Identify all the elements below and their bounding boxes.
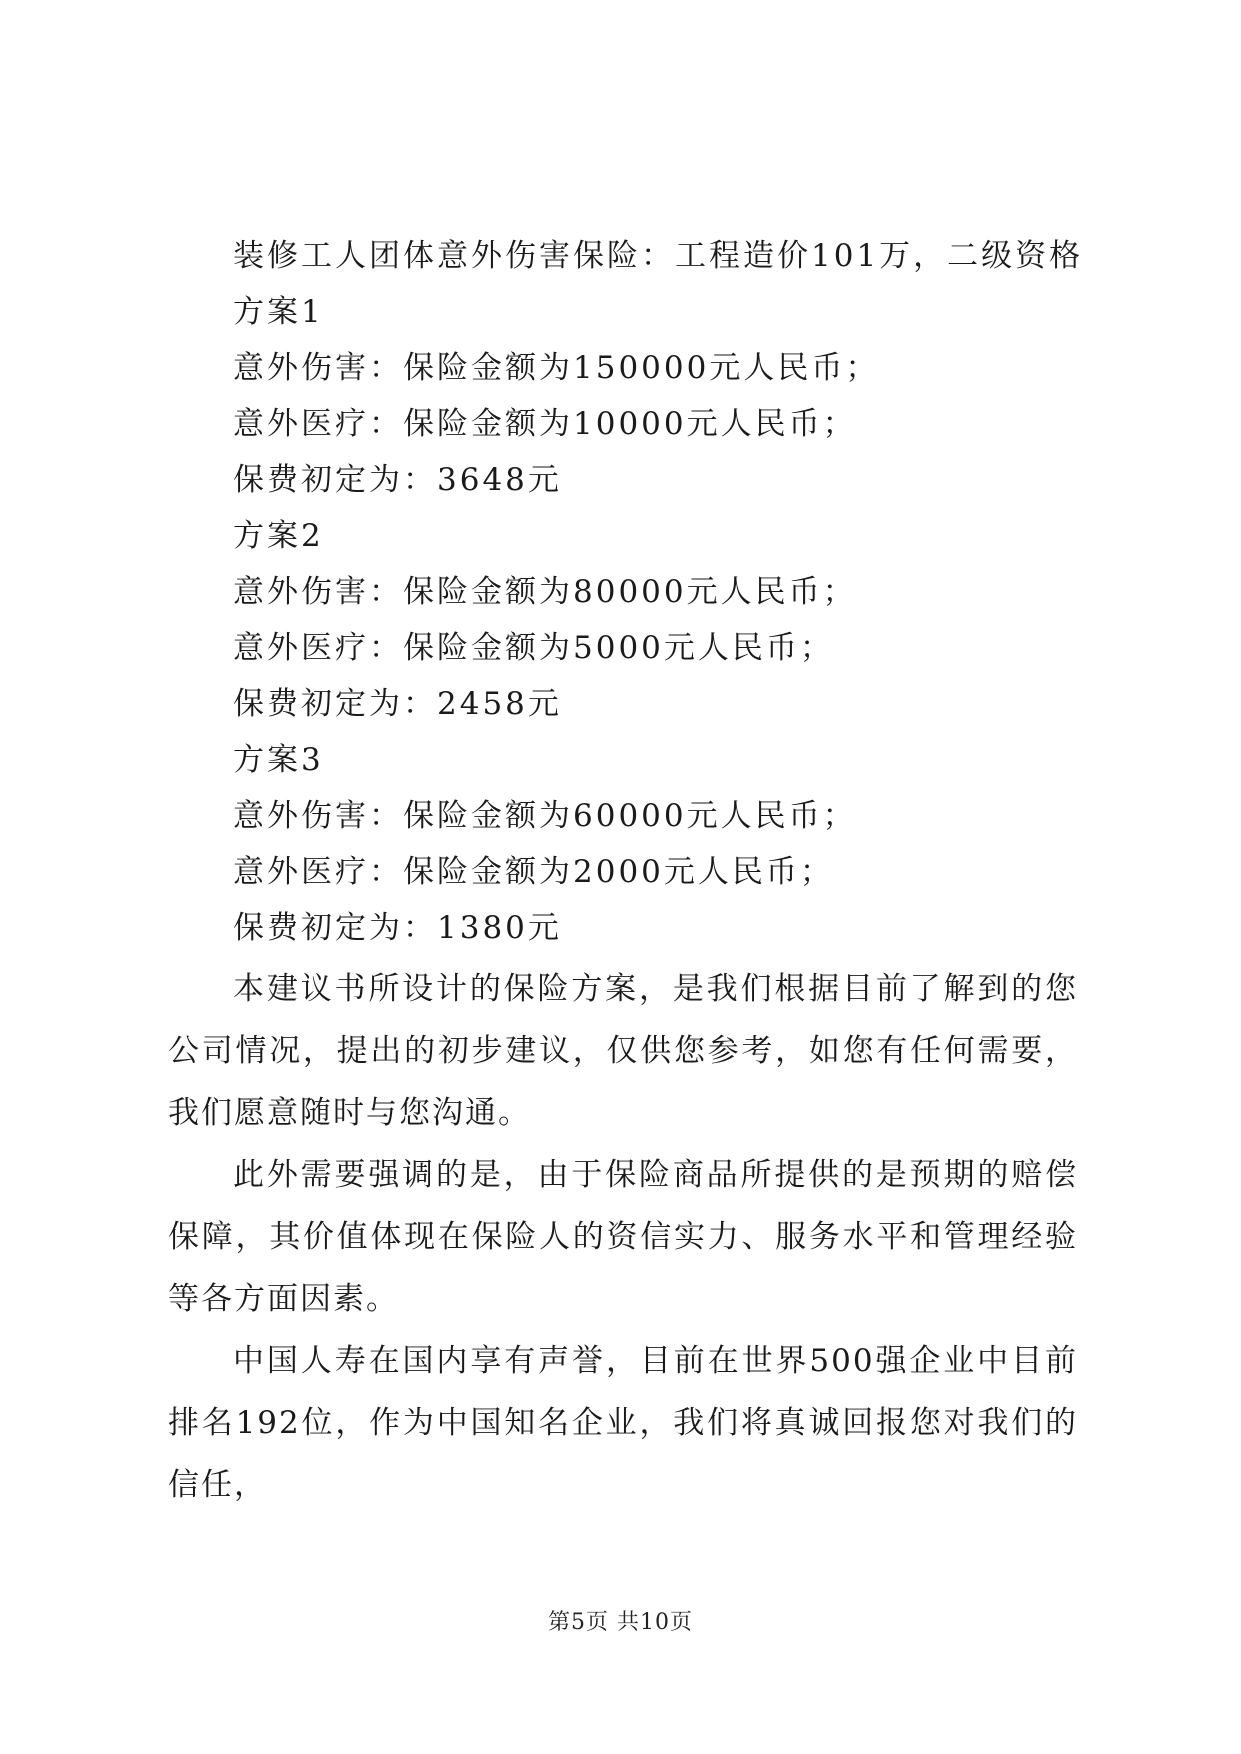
paragraph-emphasis: 此外需要强调的是，由于保险商品所提供的是预期的赔偿保障，其价值体现在保险人的资信实力、服务水平和管理经验等各方面因素。 (168, 1157, 1078, 1317)
plan-2-accident-injury: 意外伤害：保险金额为80000元人民币； (233, 574, 857, 610)
plan-1-accident-injury: 意外伤害：保险金额为150000元人民币； (233, 350, 880, 386)
plan-3-premium: 保费初定为：1380元 (233, 910, 562, 946)
plan-heading: 装修工人团体意外伤害保险：工程造价101万，二级资格 (233, 238, 1084, 274)
paragraph-proposal-note: 本建议书所设计的保险方案，是我们根据目前了解到的您公司情况，提出的初步建议，仅供您参考，如您有任何需要，我们愿意随时与您沟通。 (168, 971, 1078, 1131)
plan-3-accident-medical: 意外医疗：保险金额为2000元人民币； (233, 854, 834, 890)
paragraph-company-intro: 中国人寿在国内享有声誉，目前在世界500强企业中目前排名192位，作为中国知名企业，我们将真诚回报您对我们的信任， (168, 1343, 1078, 1503)
plan-3-accident-injury: 意外伤害：保险金额为60000元人民币； (233, 798, 857, 834)
plan-1-title: 方案1 (233, 294, 324, 330)
plan-1-accident-medical: 意外医疗：保险金额为10000元人民币； (233, 406, 857, 442)
plan-3-title: 方案3 (233, 742, 324, 778)
plan-2-accident-medical: 意外医疗：保险金额为5000元人民币； (233, 630, 834, 666)
plan-1-premium: 保费初定为：3648元 (233, 462, 562, 498)
plan-2-title: 方案2 (233, 518, 324, 554)
page-footer: 第5页 共10页 (548, 1610, 693, 1635)
plan-2-premium: 保费初定为：2458元 (233, 686, 562, 722)
